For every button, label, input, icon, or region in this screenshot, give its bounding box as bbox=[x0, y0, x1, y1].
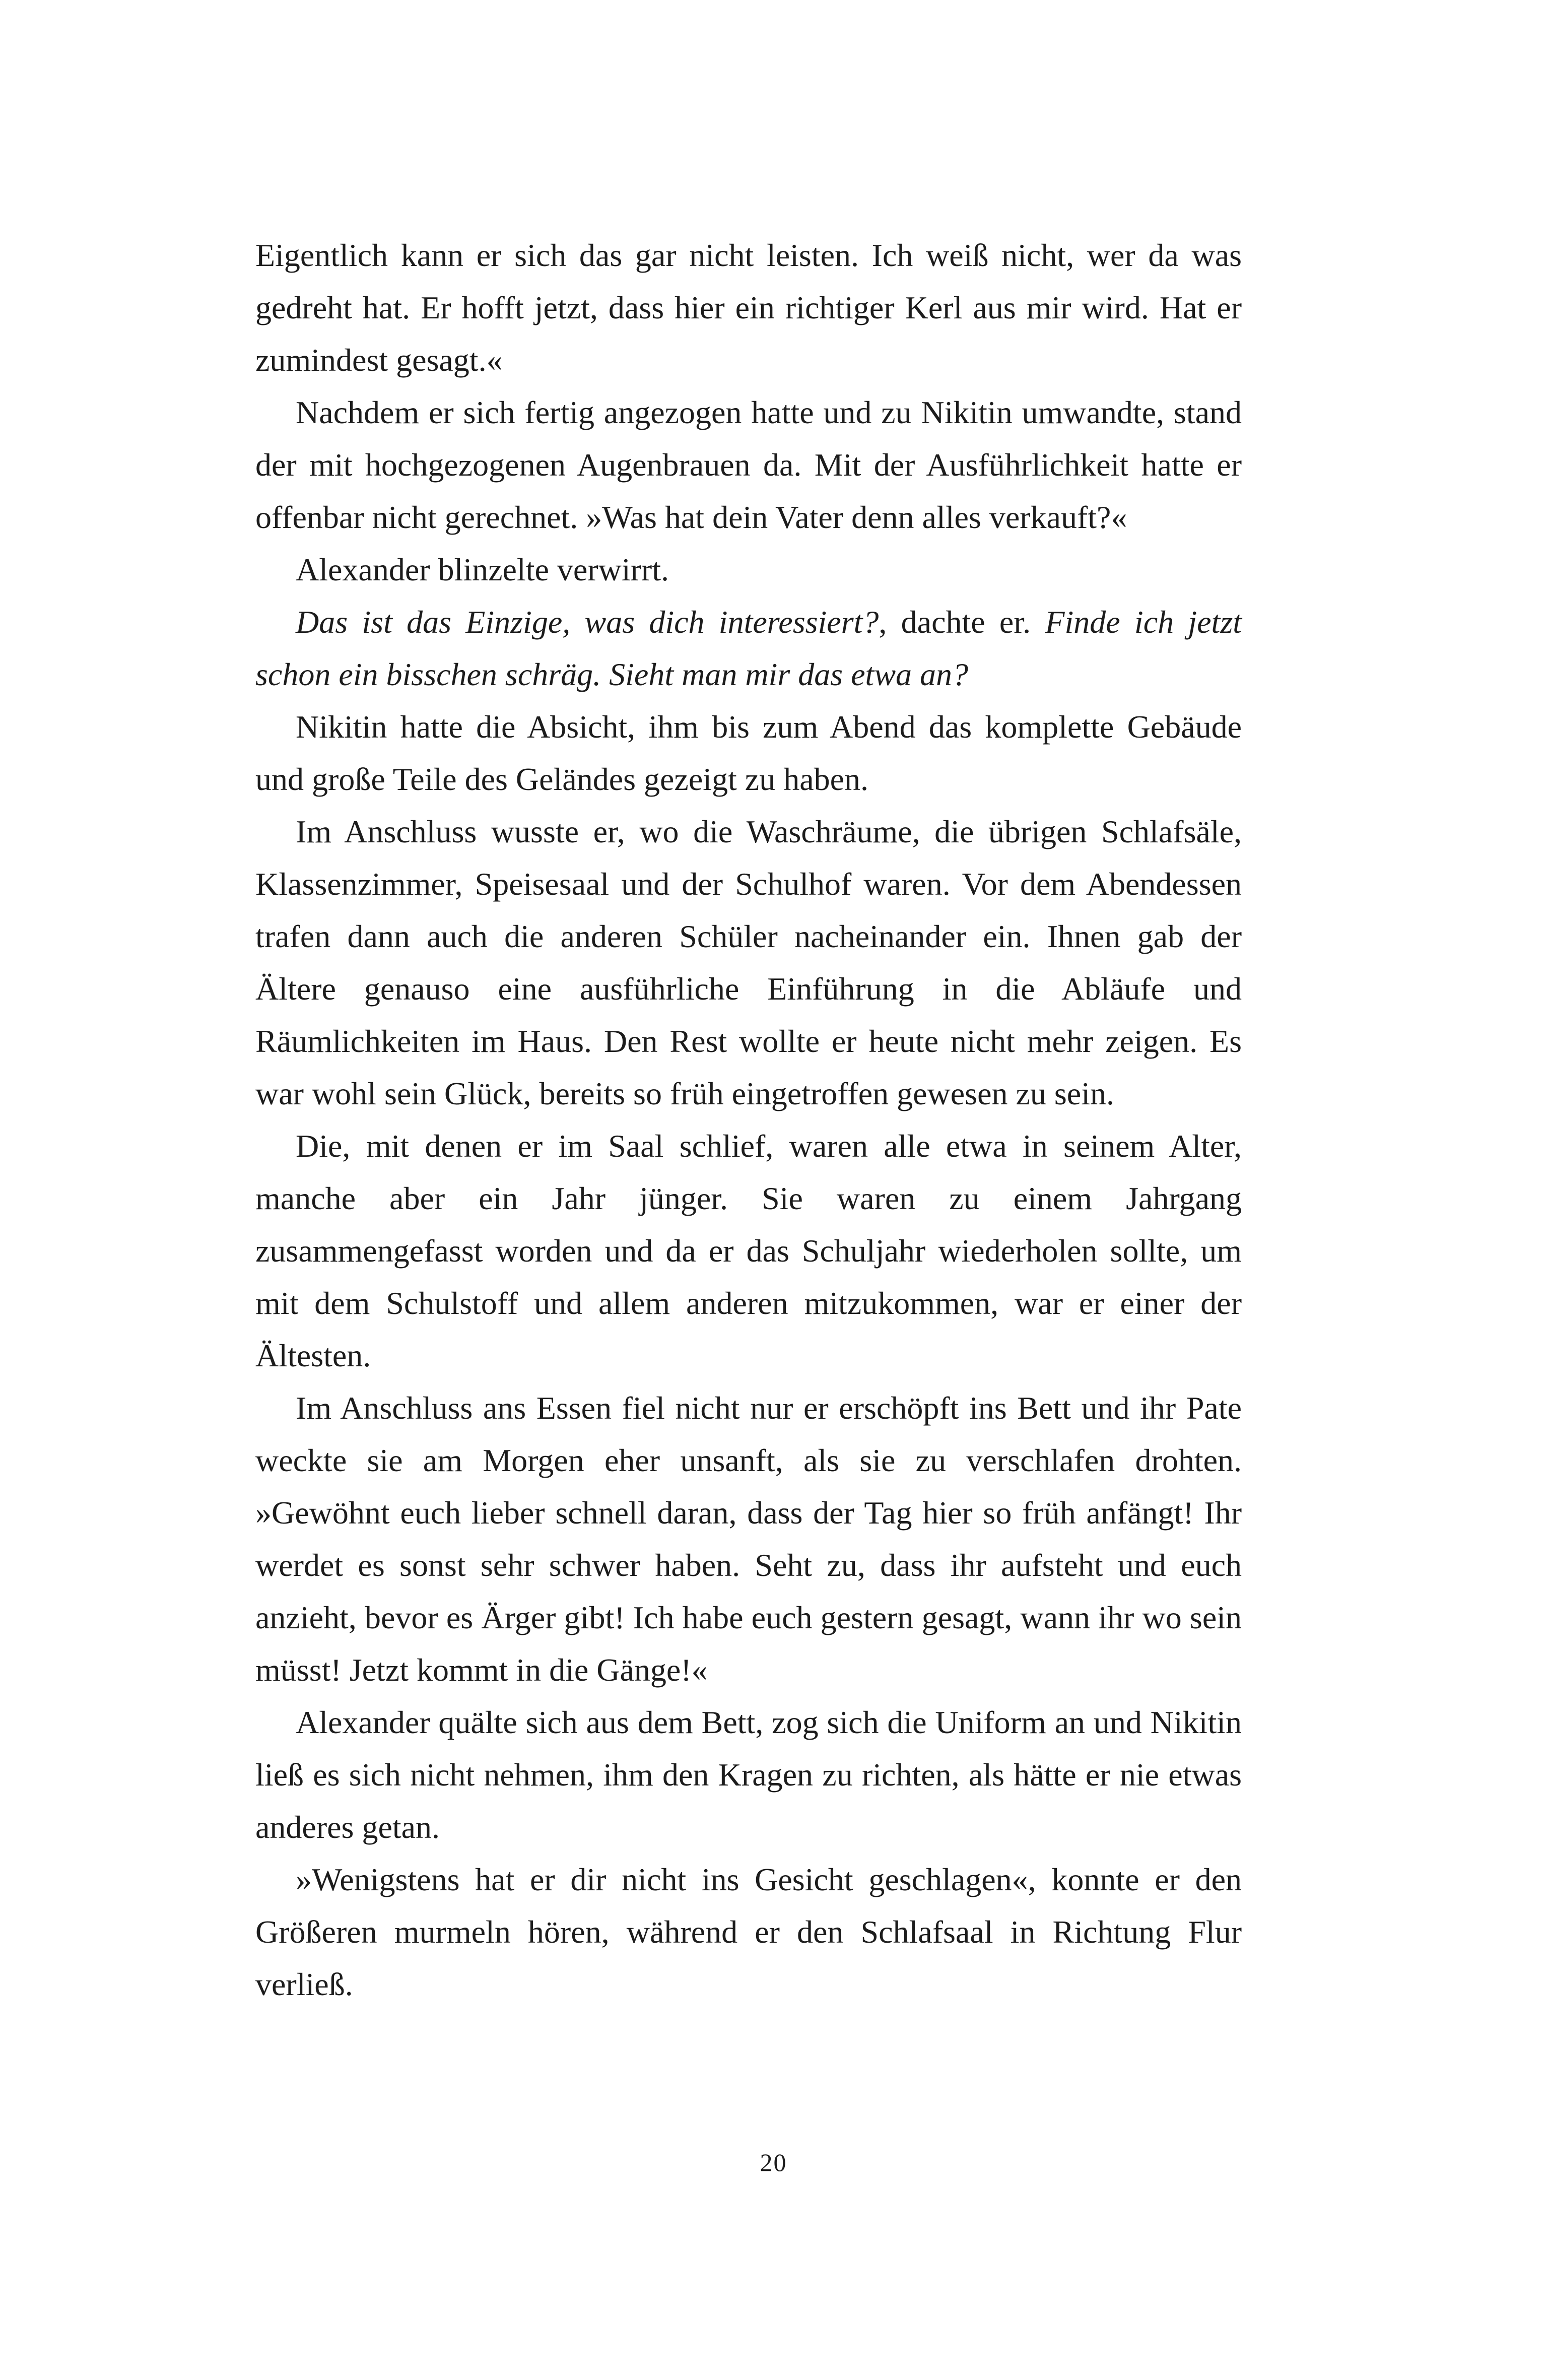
paragraph-5 bbox=[255, 701, 1242, 806]
paragraph-4-narration: , dachte er. bbox=[879, 604, 1045, 640]
paragraph-1-text: Eigentlich kann er sich das gar nicht leisten. Ich weiß nicht, wer da was gedreht hat. Er hofft jetzt, dass hier ein richtiger Kerl aus mir wird. Hat er zumindest gesagt.« bbox=[255, 237, 1242, 378]
paragraph-10-text: »Wenigstens hat er dir nicht ins Gesicht geschlagen«, konnte er den Größeren murmeln hören, während er den Schlafsaal in Richtung Flur verließ. bbox=[255, 1862, 1242, 2002]
paragraph-9 bbox=[255, 1696, 1242, 1854]
paragraph-8-text: Im Anschluss ans Essen fiel nicht nur er erschöpft ins Bett und ihr Pate weckte sie am Morgen eher unsanft, als sie zu verschlafen drohten. »Gewöhnt euch lieber schnell daran, dass der Tag hier so früh anfängt! Ihr werdet es sonst sehr schwer haben. Seht zu, dass ihr aufsteht und euch anzieht, bevor es Ärger gibt! Ich habe euch gestern gesagt, wann ihr wo sein müsst! Jetzt kommt in die Gänge!« bbox=[255, 1390, 1242, 1688]
paragraph-3 bbox=[255, 544, 1242, 596]
paragraph-2 bbox=[255, 386, 1242, 544]
paragraph-8 bbox=[255, 1382, 1242, 1696]
body-text bbox=[255, 229, 1242, 2011]
paragraph-3-text: Alexander blinzelte verwirrt. bbox=[296, 552, 669, 587]
paragraph-2-text: Nachdem er sich fertig angezogen hatte und zu Nikitin umwandte, stand der mit hochgezogenen Augenbrauen da. Mit der Ausführlichkeit hatte er offenbar nicht gerechnet. »Was hat dein Vater denn alles verkauft?« bbox=[255, 394, 1242, 535]
paragraph-10 bbox=[255, 1854, 1242, 2011]
paragraph-7-text: Die, mit denen er im Saal schlief, waren alle etwa in seinem Alter, manche aber ein Jahr jünger. Sie waren zu einem Jahrgang zusammengefasst worden und da er das Schuljahr wiederholen sollte, um mit dem Schulstoff und allem anderen mitzukommen, war er einer der Ältesten. bbox=[255, 1128, 1242, 1373]
paragraph-5-text: Nikitin hatte die Absicht, ihm bis zum Abend das komplette Gebäude und große Teile des Geländes gezeigt zu haben. bbox=[255, 709, 1242, 797]
page-number: 20 bbox=[760, 2148, 787, 2176]
paragraph-4-thought-2: Finde ich jetzt schon ein bisschen schräg. Sieht man mir das etwa an? bbox=[255, 604, 1242, 692]
paragraph-6 bbox=[255, 806, 1242, 1120]
paragraph-6-text: Im Anschluss wusste er, wo die Waschräume, die übrigen Schlafsäle, Klassenzimmer, Speisesaal und der Schulhof waren. Vor dem Abendessen trafen dann auch die anderen Schüler nacheinander ein. Ihnen gab der Ältere genauso eine ausführliche Einführung in die Abläufe und Räumlichkeiten im Haus. Den Rest wollte er heute nicht mehr zeigen. Es war wohl sein Glück, bereits so früh eingetroffen gewesen zu sein. bbox=[255, 814, 1242, 1111]
paragraph-7 bbox=[255, 1120, 1242, 1382]
paragraph-9-text: Alexander quälte sich aus dem Bett, zog sich die Uniform an und Nikitin ließ es sich nicht nehmen, ihm den Kragen zu richten, als hätte er nie etwas anderes getan. bbox=[255, 1704, 1242, 1845]
paragraph-4 bbox=[255, 596, 1242, 701]
paragraph-1 bbox=[255, 229, 1242, 386]
paragraph-4-thought-1: Das ist das Einzige, was dich interessiert? bbox=[296, 604, 879, 640]
